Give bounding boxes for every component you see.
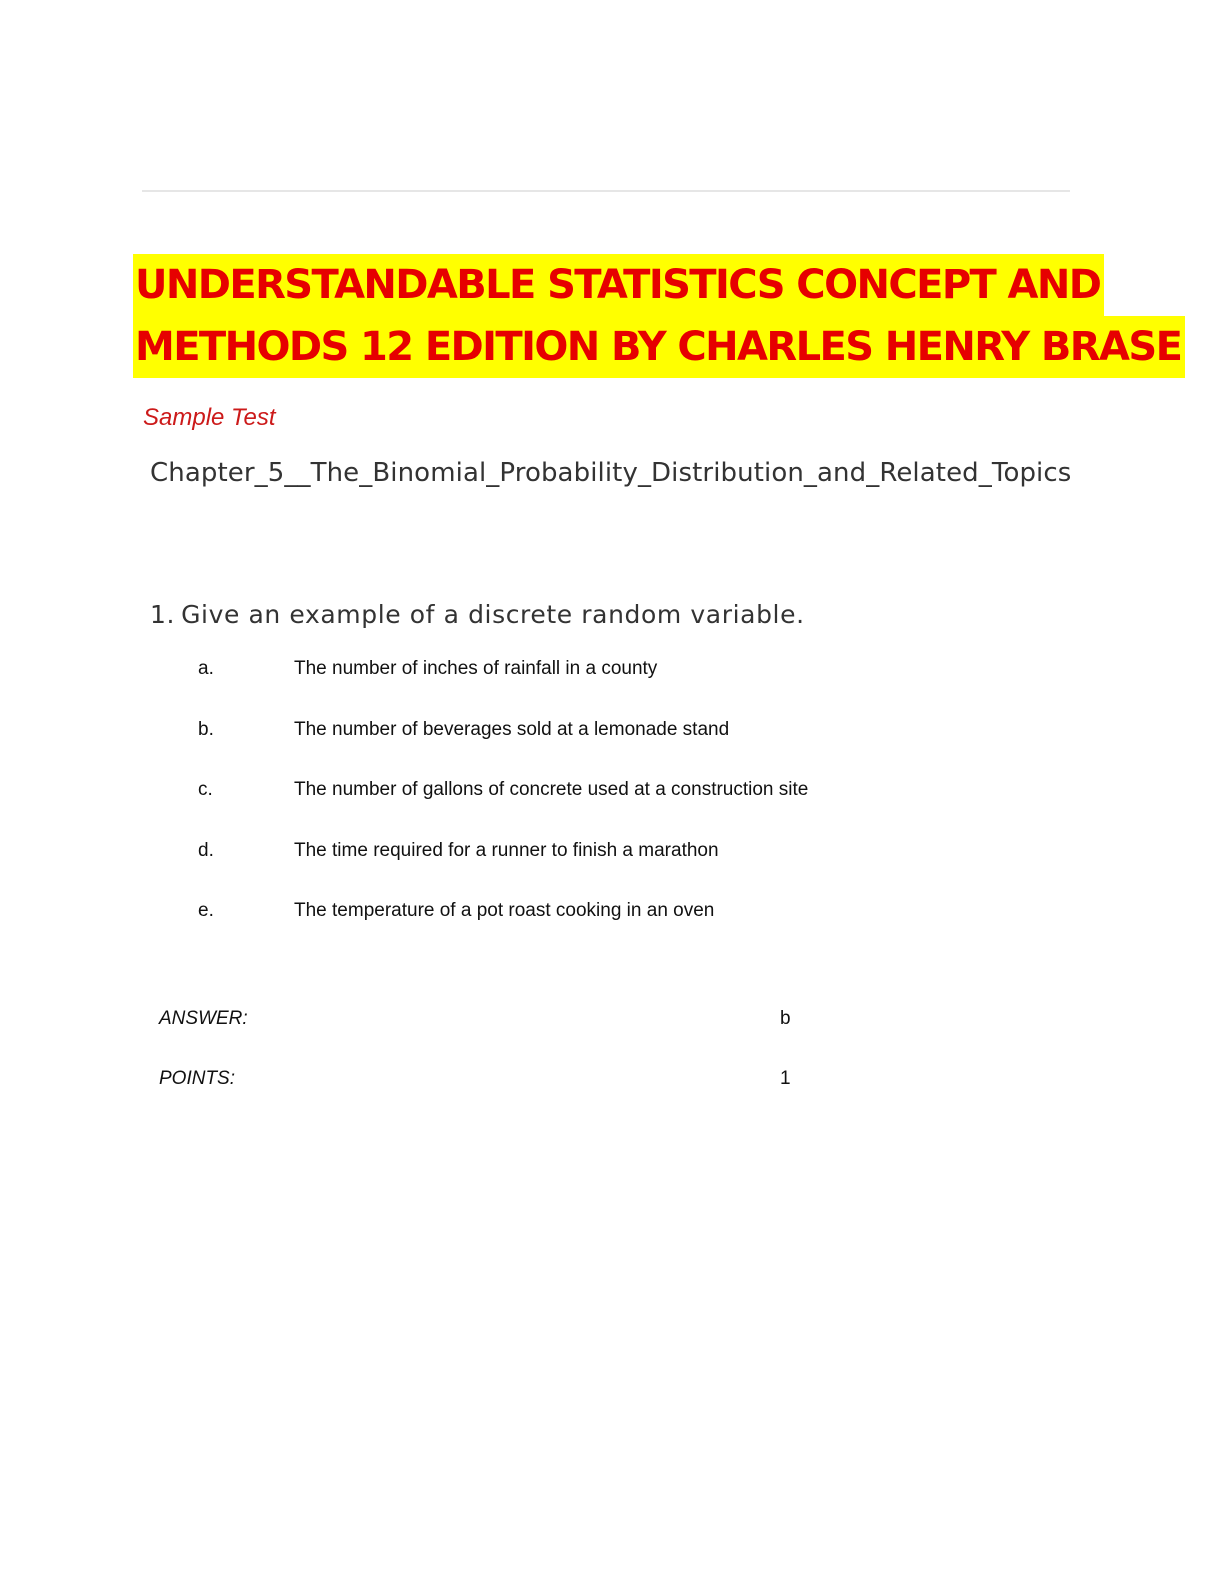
document-title [133, 254, 1193, 378]
option-letter: b. [198, 718, 214, 740]
option-e [198, 900, 998, 961]
answer-label: ANSWER: [159, 1008, 248, 1029]
option-a [198, 658, 998, 719]
points-value: 1 [780, 1068, 791, 1089]
question-number: 1. [150, 600, 176, 629]
option-b [198, 719, 998, 780]
option-text: The number of gallons of concrete used at a construction site [294, 779, 809, 800]
answer-options [198, 658, 998, 961]
option-letter: e. [198, 900, 214, 921]
chapter-heading: Chapter_5__The_Binomial_Probability_Distribution_and_Related_Topics [150, 458, 1072, 488]
option-letter: c. [198, 779, 213, 800]
title-line-1: UNDERSTANDABLE STATISTICS CONCEPT AND [133, 254, 1104, 316]
option-text: The number of beverages sold at a lemonade stand [294, 718, 730, 740]
points-label: POINTS: [159, 1068, 236, 1089]
question-text: Give an example of a discrete random variable. [181, 600, 805, 629]
title-line-2: METHODS 12 EDITION BY CHARLES HENRY BRASE [133, 316, 1185, 378]
option-text: The time required for a runner to finish a marathon [294, 839, 719, 861]
sample-test-subtitle: Sample Test [143, 404, 276, 431]
option-d [198, 840, 998, 901]
option-text: The number of inches of rainfall in a county [294, 658, 658, 679]
top-divider [142, 190, 1070, 192]
option-letter: d. [198, 839, 214, 861]
option-c [198, 779, 998, 840]
answer-value: b [780, 1008, 791, 1029]
option-text: The temperature of a pot roast cooking in an oven [294, 900, 715, 921]
question-prompt [150, 600, 805, 629]
option-letter: a. [198, 658, 214, 679]
